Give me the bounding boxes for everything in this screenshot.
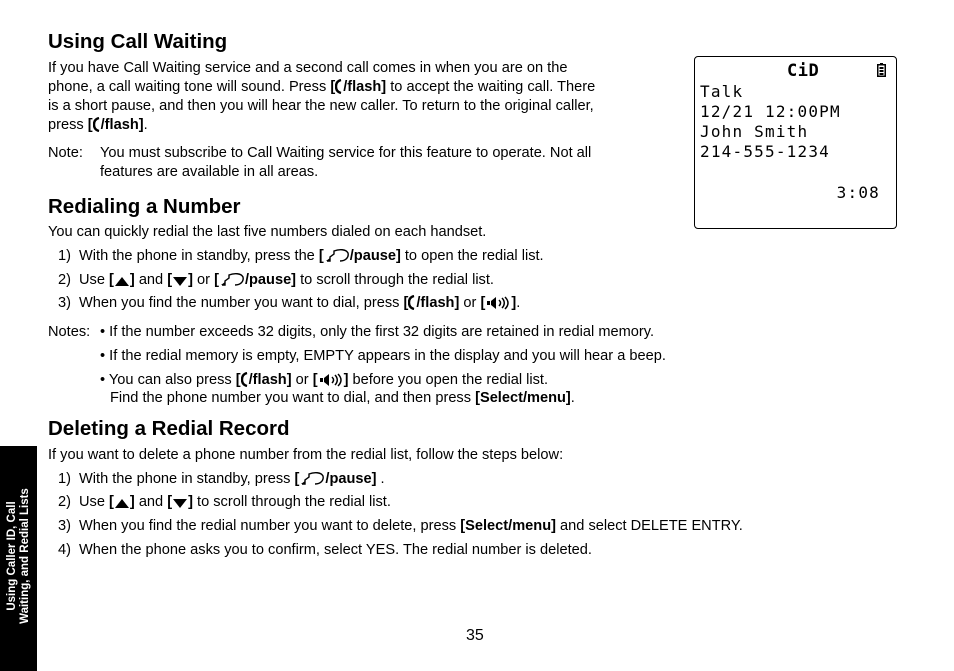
- text: and: [134, 494, 168, 510]
- text: /flash]: [343, 79, 387, 95]
- redial-handset-icon: [324, 248, 350, 263]
- text: /pause]: [349, 248, 401, 264]
- call-waiting-paragraph-line-4: [48, 116, 148, 135]
- redial-intro: You can quickly redial the last five numbers dialed on each handset.: [48, 224, 487, 240]
- down-arrow-icon: [172, 497, 188, 509]
- text: and: [134, 272, 168, 288]
- lcd-line-talk: Talk: [700, 82, 744, 101]
- text: .: [376, 471, 385, 487]
- redial-handset-icon: [219, 272, 245, 287]
- speaker-icon: [485, 296, 511, 310]
- delete-step-3: [79, 517, 743, 536]
- text: is a short pause, and then you will hear the new caller. To return to the original caller,: [48, 98, 594, 114]
- section-title-redialing: Redialing a Number: [48, 195, 241, 218]
- delete-step-1: [79, 470, 385, 489]
- text: /pause]: [244, 272, 297, 288]
- text: phone, a call waiting tone will sound. Press: [48, 79, 331, 95]
- text: to open the redial list.: [400, 248, 544, 264]
- call-waiting-paragraph-line-1: [48, 59, 567, 78]
- text: or: [291, 372, 313, 388]
- text: When you find the redial number you want to delete, press: [79, 518, 461, 534]
- page-number: 35: [466, 627, 484, 644]
- pause-key-label: [ /pause]: [214, 272, 297, 288]
- lcd-line-caller-number: 214-555-1234: [700, 142, 830, 161]
- battery-icon: [877, 63, 886, 77]
- chapter-side-tab: [0, 446, 37, 671]
- text: .: [143, 117, 148, 133]
- delete-step-4-number: 4): [58, 542, 71, 558]
- redial-step-1: [79, 247, 544, 266]
- chapter-side-tab-line-1: Using Caller ID, Call: [6, 501, 18, 611]
- up-arrow-icon: [114, 275, 130, 287]
- text: or: [459, 295, 481, 311]
- text: /flash]: [100, 117, 144, 133]
- text: /flash]: [416, 295, 460, 311]
- redial-note-3: [100, 371, 548, 390]
- text: /flash]: [248, 372, 292, 388]
- text: Use: [79, 272, 110, 288]
- call-waiting-note-line-2: features are available in all areas.: [100, 164, 319, 180]
- text: to scroll through the redial list.: [296, 272, 494, 288]
- lcd-display: [694, 56, 897, 229]
- text: to scroll through the redial list.: [192, 494, 391, 510]
- redial-note-1: • If the number exceeds 32 digits, only the first 32 digits are retained in redial memory.: [100, 324, 654, 340]
- text: to accept the waiting call. There: [386, 79, 596, 95]
- up-arrow-icon: [114, 497, 130, 509]
- redial-step-1-number: 1): [58, 248, 71, 264]
- flash-key-label: [ /flash]: [87, 117, 144, 133]
- text: Use: [79, 494, 110, 510]
- redial-handset-icon: [299, 471, 325, 486]
- speaker-icon: [318, 373, 344, 387]
- lcd-line-caller-name: John Smith: [700, 122, 809, 141]
- speaker-key-label: [ ]: [312, 372, 349, 388]
- talk-handset-icon: [93, 117, 101, 132]
- text: or: [192, 272, 215, 288]
- flash-key-label: [ /flash]: [403, 295, 460, 311]
- section-title-deleting-redial: Deleting a Redial Record: [48, 417, 290, 440]
- redial-notes-label: Notes:: [48, 324, 91, 340]
- call-waiting-note-label: Note:: [48, 145, 83, 161]
- call-waiting-paragraph-line-2: [48, 78, 595, 97]
- select-menu-key-label: [Select/menu]: [460, 518, 556, 534]
- lcd-line-datetime: 12/21 12:00PM: [700, 102, 841, 121]
- redial-step-2-number: 2): [58, 272, 71, 288]
- text: With the phone in standby, press: [79, 471, 295, 487]
- talk-handset-icon: [335, 79, 343, 94]
- text: Find the phone number you want to dial, and then press: [110, 390, 476, 406]
- talk-handset-icon: [241, 372, 249, 387]
- text: If you have Call Waiting service and a second call comes in when you are on the: [48, 60, 568, 76]
- section-title-call-waiting: Using Call Waiting: [48, 30, 228, 53]
- down-key-label: [ ]: [167, 272, 193, 288]
- text: before you open the redial list.: [348, 372, 549, 388]
- down-arrow-icon: [172, 275, 188, 287]
- redial-step-3: [79, 294, 520, 313]
- delete-step-1-number: 1): [58, 471, 71, 487]
- pause-key-label: [ /pause]: [318, 248, 401, 264]
- redial-note-3-line-2: [110, 389, 575, 408]
- delete-intro: If you want to delete a phone number from the redial list, follow the steps below:: [48, 447, 564, 463]
- redial-step-2: [79, 271, 494, 290]
- lcd-call-timer: 3:08: [836, 183, 880, 202]
- redial-step-3-number: 3): [58, 295, 71, 311]
- text: With the phone in standby, press the: [79, 248, 319, 264]
- flash-key-label: [ /flash]: [330, 79, 387, 95]
- up-key-label: [ ]: [109, 494, 135, 510]
- text: .: [570, 390, 575, 406]
- chapter-side-tab-label: [6, 456, 32, 656]
- delete-step-3-number: 3): [58, 518, 71, 534]
- text: .: [516, 295, 521, 311]
- delete-step-2: [79, 493, 391, 512]
- chapter-side-tab-line-2: Waiting, and Redial Lists: [19, 488, 31, 624]
- text: /pause]: [325, 471, 377, 487]
- text: When you find the number you want to dial, press: [79, 295, 404, 311]
- text: and select DELETE ENTRY.: [555, 518, 743, 534]
- lcd-cid-label: CiD: [787, 61, 820, 81]
- pause-key-label: [ /pause]: [294, 471, 377, 487]
- flash-key-label: [ /flash]: [235, 372, 292, 388]
- down-key-label: [ ]: [167, 494, 193, 510]
- call-waiting-note-line-1: You must subscribe to Call Waiting service for this feature to operate. Not all: [100, 145, 592, 161]
- delete-step-2-number: 2): [58, 494, 71, 510]
- delete-step-4: When the phone asks you to confirm, select YES. The redial number is deleted.: [79, 542, 592, 558]
- redial-note-2: • If the redial memory is empty, EMPTY appears in the display and you will hear a beep.: [100, 348, 666, 364]
- speaker-key-label: [ ]: [480, 295, 517, 311]
- up-key-label: [ ]: [109, 272, 135, 288]
- text: • You can also press: [100, 372, 236, 388]
- select-menu-key-label: [Select/menu]: [475, 390, 571, 406]
- text: press: [48, 117, 88, 133]
- call-waiting-paragraph-line-3: [48, 97, 594, 116]
